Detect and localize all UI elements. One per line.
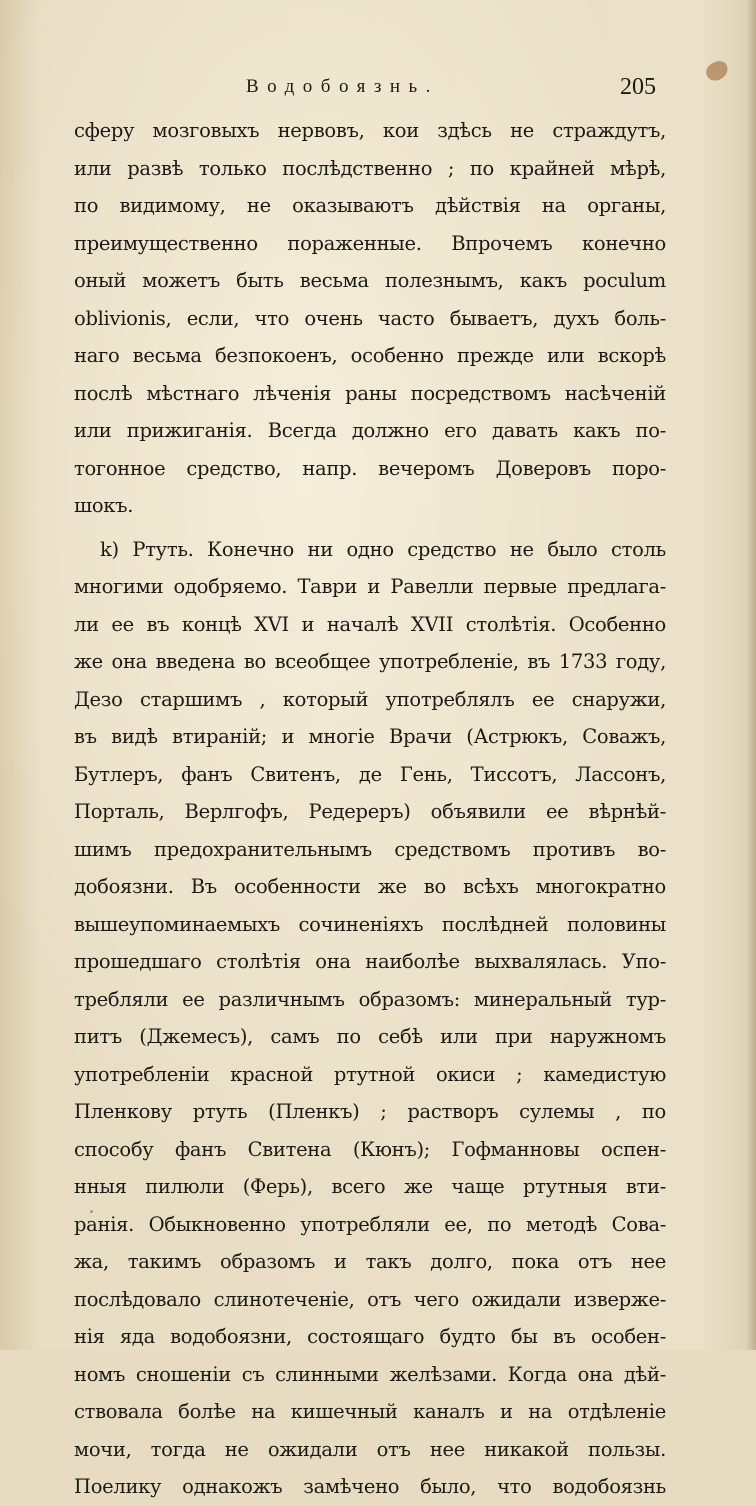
text-line: номъ сношеніи съ слинными желѣзами. Когда она дѣй- bbox=[74, 1362, 666, 1386]
page-edge-shadow bbox=[746, 0, 756, 1350]
text-line: Порталь, Верлгофъ, Редереръ) объявили ее вѣрнѣй- bbox=[74, 800, 666, 823]
text-line: тогонное средство, напр. вечеромъ Доверовъ поро- bbox=[74, 456, 666, 480]
text-line: ранія. Обыкновенно употребляли ее, по методѣ Сова- bbox=[74, 1212, 666, 1236]
text-line: Поелику однакожъ замѣчено было, что водобоязнь bbox=[74, 1475, 666, 1498]
text-line: наго весьма безпокоенъ, особенно прежде или вскорѣ bbox=[74, 344, 666, 367]
text-line: Бутлеръ, фанъ Свитенъ, де Гень, Тиссотъ, Лассонъ, bbox=[74, 762, 666, 786]
text-line: же она введена во всеобщее употребленіе, въ 1733 году, bbox=[74, 650, 666, 673]
text-line: способу фанъ Свитена (Кюнъ); Гофманновы оспен- bbox=[74, 1137, 666, 1161]
text-line: или прижиганія. Всегда должно его давать какъ по- bbox=[74, 419, 666, 442]
text-line: k) Ртуть. Конечно ни одно средство не было столь bbox=[100, 537, 666, 561]
text-line: или развѣ только послѣдственно ; по крайней мѣрѣ, bbox=[74, 156, 666, 180]
running-title: Водобоязнь. bbox=[246, 76, 439, 97]
text-line: добоязни. Въ особенности же во всѣхъ многократно bbox=[74, 875, 666, 898]
text-line: oblivionis, если, что очень часто бываетъ, духъ боль- bbox=[74, 306, 666, 330]
text-line: въ видѣ втираній; и многіе Врачи (Астрюкъ, Соважъ, bbox=[74, 725, 666, 748]
text-line: требляли ее различнымъ образомъ: минеральный тур- bbox=[74, 987, 666, 1011]
text-line: по видимому, не оказываютъ дѣйствія на органы, bbox=[74, 194, 666, 217]
text-line: ствовала болѣе на кишечный каналъ и на отдѣленіе bbox=[74, 1400, 666, 1423]
text-line: сферу мозговыхъ нервовъ, кои здѣсь не страждутъ, bbox=[74, 119, 666, 142]
text-line: употребленіи красной ртутной окиси ; камедистую bbox=[74, 1062, 666, 1086]
text-line: жа, такимъ образомъ и такъ долго, пока отъ нее bbox=[74, 1250, 666, 1273]
text-line: мочи, тогда не ожидали отъ нее никакой пользы. bbox=[74, 1437, 666, 1461]
text-line: многими одобряемо. Таври и Равелли первые предлага- bbox=[74, 575, 666, 598]
paper-speck bbox=[90, 1210, 93, 1213]
text-line: прошедшаго столѣтія она наиболѣе выхвалялась. Упо- bbox=[74, 950, 666, 973]
text-line: Пленкову ртуть (Пленкъ) ; растворъ сулемы , по bbox=[74, 1100, 666, 1123]
text-line: вышеупоминаемыхъ сочиненіяхъ послѣдней половины bbox=[74, 912, 666, 936]
page-header bbox=[0, 74, 756, 110]
text-line: оный можетъ быть весьма полезнымъ, какъ poculum bbox=[74, 269, 666, 292]
text-line: ли ее въ концѣ XVI и началѣ XVII столѣтія. Особенно bbox=[74, 612, 666, 636]
text-line: питъ (Джемесъ), самъ по себѣ или при наружномъ bbox=[74, 1025, 666, 1048]
text-line: преимущественно пораженные. Впрочемъ конечно bbox=[74, 231, 666, 255]
text-line: шокъ. bbox=[74, 494, 134, 517]
text-line: шимъ предохранительнымъ средствомъ противъ во- bbox=[74, 837, 666, 861]
page-number: 205 bbox=[620, 74, 656, 100]
text-line: нныя пилюли (Ферь), всего же чаще ртутныя вти- bbox=[74, 1175, 666, 1198]
text-line: Дезо старшимъ , который употреблялъ ее снаружи, bbox=[74, 687, 666, 711]
text-line: послѣ мѣстнаго лѣченія раны посредствомъ насѣченій bbox=[74, 381, 666, 405]
body-text bbox=[74, 112, 666, 1506]
text-line: послѣдовало слинотеченіе, отъ чего ожидали изверже- bbox=[74, 1287, 666, 1311]
text-line: нія яда водобоязни, состоящаго будто бы въ особен- bbox=[74, 1325, 666, 1348]
